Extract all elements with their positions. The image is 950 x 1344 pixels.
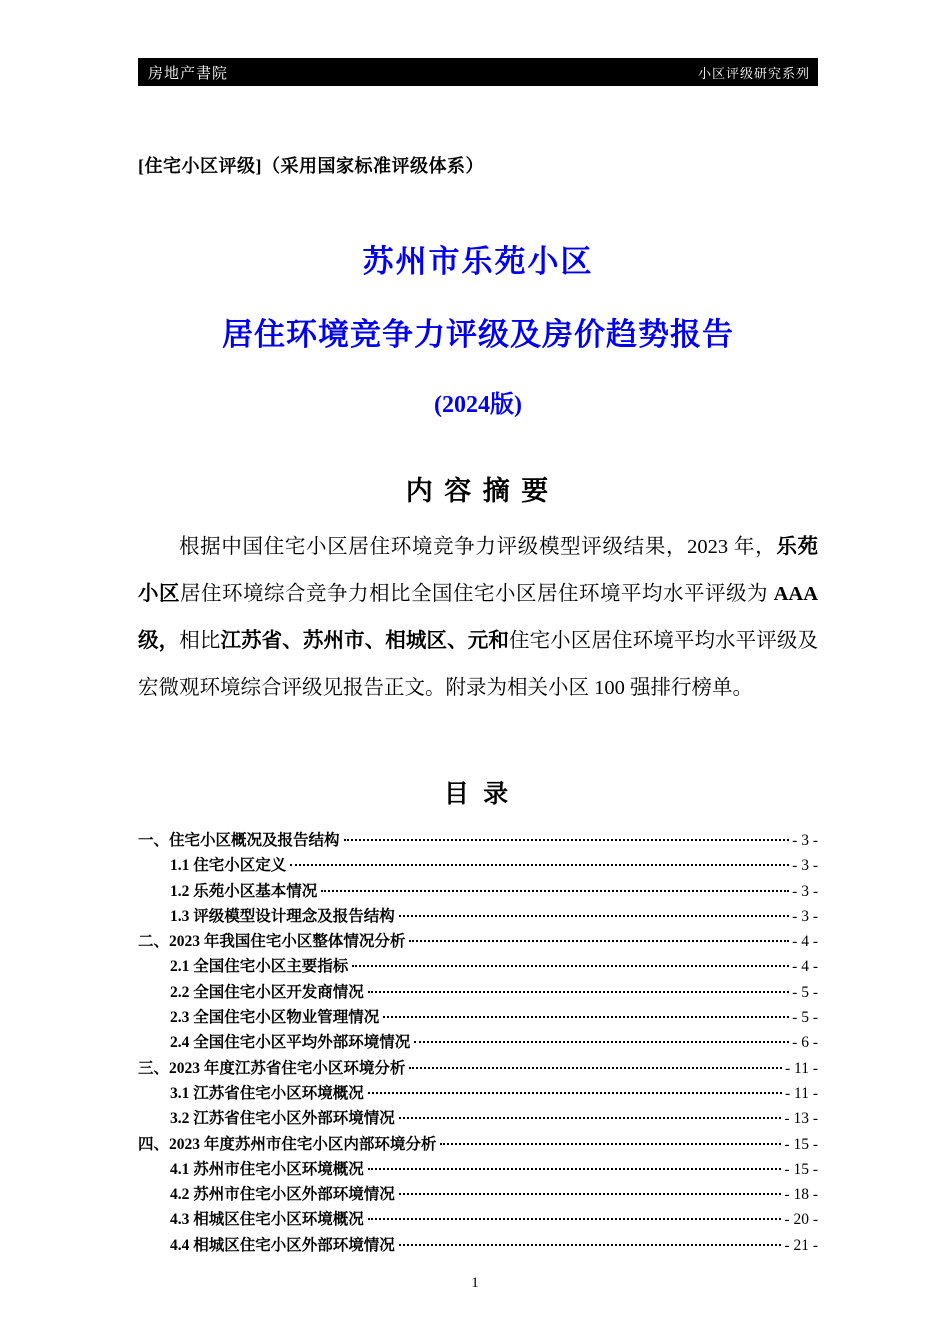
page-footer xyxy=(0,1275,950,1292)
toc-item-page: - 13 - xyxy=(784,1110,818,1128)
header-right-text: 小区评级研究系列 xyxy=(697,65,810,81)
toc-dot-leader xyxy=(290,864,789,866)
toc-item-page: - 4 - xyxy=(792,933,818,951)
toc-item[interactable] xyxy=(138,1056,818,1081)
toc-item[interactable] xyxy=(138,1106,818,1131)
toc-item[interactable] xyxy=(138,1182,818,1207)
summary-text-bold: AAA 级， xyxy=(138,583,819,652)
toc-heading: 目 录 xyxy=(443,781,513,808)
toc-item-page: - 21 - xyxy=(784,1236,818,1254)
toc-dot-leader xyxy=(368,1168,782,1170)
toc-item[interactable] xyxy=(138,828,818,853)
report-title-edition: (2024版) xyxy=(434,392,522,418)
toc-item[interactable] xyxy=(138,980,818,1005)
summary-text: 居住环境综合竞争力相比全国住宅小区居住环境平均水平评级为 xyxy=(180,583,774,605)
toc-dot-leader xyxy=(399,1244,782,1246)
toc-item-label: 3.1 江苏省住宅小区环境概况 xyxy=(170,1084,364,1102)
toc-item-label: 2.2 全国住宅小区开发商情况 xyxy=(170,983,364,1001)
toc-item-page: - 15 - xyxy=(784,1160,818,1178)
toc-dot-leader xyxy=(440,1143,781,1145)
toc-item-label: 2.3 全国住宅小区物业管理情况 xyxy=(170,1009,380,1027)
summary-heading: 内 容 摘 要 xyxy=(405,476,551,506)
report-title-line2: 居住环境竞争力评级及房价趋势报告 xyxy=(222,317,734,352)
toc-item-label: 三、2023 年度江苏省住宅小区环境分析 xyxy=(138,1059,406,1077)
summary-text: 住宅小区居住环境平均水平评级及宏微观环境综合评级见报告正文。附录为相关小区 100 强排行榜单。 xyxy=(138,630,818,699)
toc-item-page: - 3 - xyxy=(792,857,818,875)
toc-item-label: 二、2023 年我国住宅小区整体情况分析 xyxy=(138,933,406,951)
toc-item[interactable] xyxy=(138,1005,818,1030)
title-block xyxy=(138,236,818,419)
toc-item-page: - 3 - xyxy=(792,907,818,925)
toc-item[interactable] xyxy=(138,1207,818,1232)
toc-item[interactable] xyxy=(138,879,818,904)
toc-item-page: - 5 - xyxy=(792,983,818,1001)
toc-item-label: 1.1 住宅小区定义 xyxy=(170,857,287,875)
page-header xyxy=(138,58,818,86)
toc-item-label: 3.2 江苏省住宅小区外部环境情况 xyxy=(170,1110,395,1128)
toc-dot-leader xyxy=(368,991,789,993)
rating-system-label: [住宅小区评级]（采用国家标准评级体系） xyxy=(138,156,484,176)
toc-item[interactable] xyxy=(138,929,818,954)
toc-item-page: - 3 - xyxy=(792,882,818,900)
toc-item-page: - 6 - xyxy=(792,1034,818,1052)
toc-dot-leader xyxy=(399,915,789,917)
toc-dot-leader xyxy=(399,1193,782,1195)
toc-item[interactable] xyxy=(138,1233,818,1258)
toc-item-page: - 11 - xyxy=(785,1059,818,1077)
summary-paragraph xyxy=(138,524,818,712)
toc-dot-leader xyxy=(368,1092,782,1094)
summary-text-bold: 江苏省、苏州市、相城区、元和 xyxy=(220,630,509,652)
summary-text-bold: 乐苑小区 xyxy=(138,536,819,605)
toc-dot-leader xyxy=(409,940,789,942)
toc-item-label: 4.4 相城区住宅小区外部环境情况 xyxy=(170,1236,395,1254)
toc-item-label: 2.1 全国住宅小区主要指标 xyxy=(170,958,349,976)
toc-item[interactable] xyxy=(138,1132,818,1157)
toc-item-label: 一、住宅小区概况及报告结构 xyxy=(138,832,340,849)
toc-item-page: - 3 - xyxy=(792,832,818,849)
toc-item[interactable] xyxy=(138,1030,818,1055)
toc-item-page: - 20 - xyxy=(784,1211,818,1229)
toc-item[interactable] xyxy=(138,954,818,979)
toc-dot-leader xyxy=(321,890,789,892)
toc-item-label: 4.2 苏州市住宅小区外部环境情况 xyxy=(170,1186,395,1204)
toc-dot-leader xyxy=(399,1117,782,1119)
toc-dot-leader xyxy=(409,1067,782,1069)
toc-item-label: 4.1 苏州市住宅小区环境概况 xyxy=(170,1160,364,1178)
toc-item-label: 1.2 乐苑小区基本情况 xyxy=(170,882,318,900)
toc-dot-leader xyxy=(368,1218,782,1220)
summary-text: 相比 xyxy=(179,630,221,652)
toc-item-page: - 4 - xyxy=(792,958,818,976)
toc-item[interactable] xyxy=(138,1157,818,1182)
toc-list xyxy=(138,828,818,1258)
report-title-line1: 苏州市乐苑小区 xyxy=(362,244,594,279)
toc-item-page: - 18 - xyxy=(784,1186,818,1204)
toc-item[interactable] xyxy=(138,853,818,878)
header-left-text: 房地产書院 xyxy=(148,64,229,82)
toc-item-page: - 11 - xyxy=(785,1084,818,1102)
toc-dot-leader xyxy=(352,965,789,967)
toc-item-page: - 5 - xyxy=(792,1009,818,1027)
summary-text: 根据中国住宅小区居住环境竞争力评级模型评级结果，2023 年， xyxy=(179,536,777,558)
toc-item-label: 1.3 评级模型设计理念及报告结构 xyxy=(170,907,395,925)
page-number: 1 xyxy=(471,1275,479,1291)
toc-item-page: - 15 - xyxy=(784,1135,818,1153)
toc-dot-leader xyxy=(344,839,790,841)
toc-item-label: 4.3 相城区住宅小区环境概况 xyxy=(170,1211,364,1229)
toc-dot-leader xyxy=(414,1041,789,1043)
toc-item-label: 2.4 全国住宅小区平均外部环境情况 xyxy=(170,1034,411,1052)
toc-item-label: 四、2023 年度苏州市住宅小区内部环境分析 xyxy=(138,1135,437,1153)
toc-item[interactable] xyxy=(138,1081,818,1106)
toc-dot-leader xyxy=(383,1016,789,1018)
toc-item[interactable] xyxy=(138,904,818,929)
